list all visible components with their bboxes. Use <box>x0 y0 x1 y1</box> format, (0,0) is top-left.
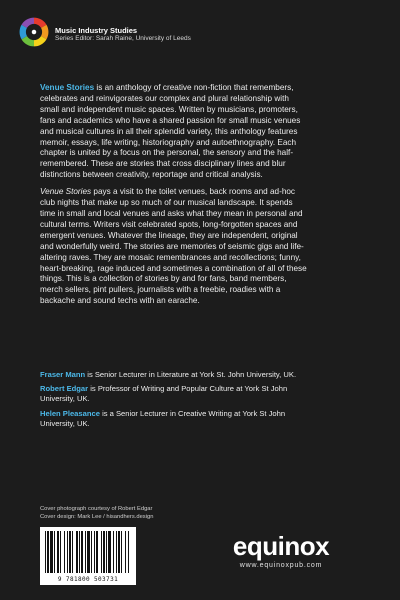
series-logo-icon <box>16 14 52 50</box>
blurb-paragraph-1-text: is an anthology of creative non-fiction that remembers, celebrates and reinvigorates our complex and plural relationship with small and independent music spaces. Written by musicians, promoters, fans and academics who have a shared passion for small music venues and musical cultures in all their splendid variety, this anthology features memoir, essays, life writing, historiography and autoethnography. Each chapter is united by a focus on the personal, the sensory and the half-remembered. These are stories that cross disciplinary lines and blur distinctions between creativity, reportage and critical analysis. <box>40 83 301 180</box>
series-header <box>16 14 191 50</box>
author-name: Helen Pleasance <box>40 408 100 418</box>
book-title-highlight: Venue Stories <box>40 83 95 92</box>
barcode-digits: 9 781800 503731 <box>57 576 119 583</box>
author-name: Robert Edgar <box>40 384 89 394</box>
author-bios <box>40 370 308 433</box>
design-credit: Cover design: Mark Lee / hisandhers.design <box>40 514 154 521</box>
author-bio <box>40 370 308 380</box>
author-bio-text: is Professor of Writing and Popular Culture at York St John University, UK. <box>40 384 288 404</box>
blurb-paragraph-2-text: pays a visit to the toilet venues, back rooms and ad-hoc club nights that make up so much of our musical landscape. It spends time in small and local venues and asks what they mean in personal and cultural terms. Writers visit celebrated spots, long-forgotten spaces and emergent venues. Whatever the lineage, they are independent, original and wonderfully weird. The stories are memories of seismic gigs and life-altering raves. They are mosaic remembrances and recollections; funny, heart-breaking, rage induced and sometimes a combination of all of these things. This is a collection of stories by and for fans, band members, merch sellers, pint pullers, journalists with a freebie, roadies with a backache and sound techs with an earache. <box>40 187 307 306</box>
author-bio-text: is Senior Lecturer in Literature at York St. John University, UK. <box>85 370 297 379</box>
blurb-paragraph-1 <box>40 83 308 181</box>
author-bio-text: is a Senior Lecturer in Creative Writing at York St John University, UK. <box>40 408 286 428</box>
blurb-paragraph-2 <box>40 187 308 307</box>
photo-credit: Cover photograph courtesy of Robert Edgar <box>40 506 153 512</box>
book-title-italic: Venue Stories <box>40 187 92 197</box>
barcode-bars-icon <box>45 531 131 573</box>
publisher-logo: equinox <box>232 531 330 561</box>
author-bio <box>40 409 308 429</box>
cover-credits <box>40 505 153 522</box>
blurb <box>40 83 308 313</box>
author-name: Fraser Mann <box>40 370 86 379</box>
isbn-barcode <box>40 527 136 585</box>
series-editor: Series Editor: Sarah Raine, University of Leeds <box>55 34 191 42</box>
author-bio <box>40 384 308 404</box>
publisher-url: www.equinoxpub.com <box>239 562 323 569</box>
series-title: Music Industry Studies <box>55 25 138 35</box>
publisher <box>196 532 366 569</box>
